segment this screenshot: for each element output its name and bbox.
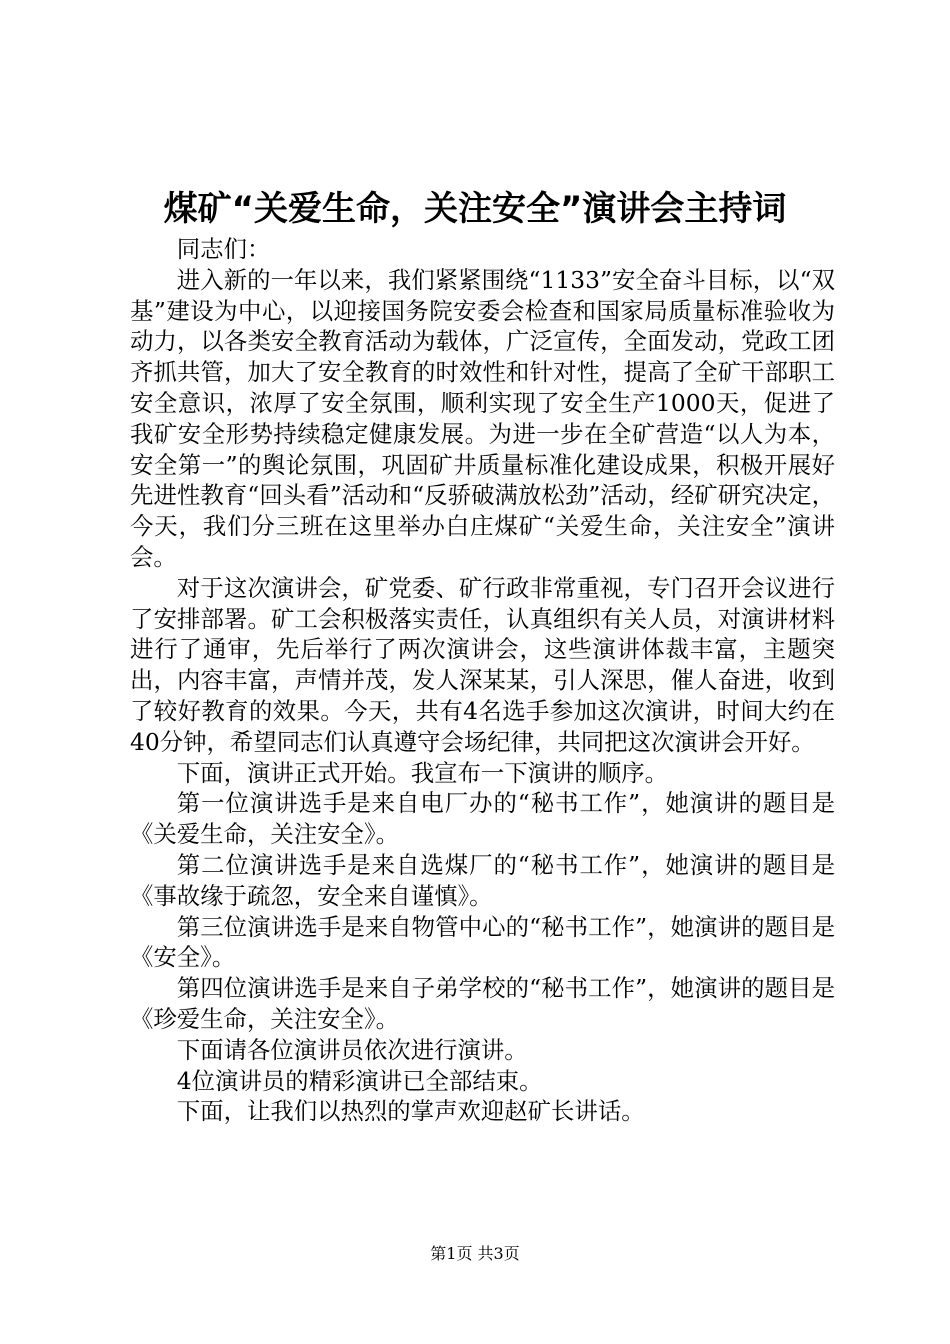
body-paragraph-2: 对于这次演讲会，矿党委、矿行政非常重视，专门召开会议进行了安排部署。矿工会积极落实责任，认真组织有关人员，对演讲材料进行了通审，先后举行了两次演讲会，这些演讲体裁丰富，主题突出，内容丰富，声情并茂，发人深某某，引人深思，催人奋进，收到了较好教育的效果。今天，共有4名选手参加这次演讲，时间大约在40分钟，希望同志们认真遵守会场纪律，共同把这次演讲会开好。 — [130, 573, 835, 756]
body-paragraph-5: 第二位演讲选手是来自选煤厂的“秘书工作”，她演讲的题目是《事故缘于疏忽，安全来自谨慎》。 — [130, 850, 835, 910]
body-paragraph-4: 第一位演讲选手是来自电厂办的“秘书工作”，她演讲的题目是《关爱生命，关注安全》。 — [130, 789, 835, 849]
body-paragraph-9: 4位演讲员的精彩演讲已全部结束。 — [176, 1066, 543, 1095]
document-body — [130, 234, 835, 1127]
body-paragraph-6: 第三位演讲选手是来自物管中心的“秘书工作”，她演讲的题目是《安全》。 — [130, 912, 835, 972]
body-paragraph-3: 下面，演讲正式开始。我宣布一下演讲的顺序。 — [176, 758, 668, 787]
body-paragraph-10: 下面，让我们以热烈的掌声欢迎赵矿长讲话。 — [176, 1097, 645, 1126]
body-paragraph-7: 第四位演讲选手是来自子弟学校的“秘书工作”，她演讲的题目是《珍爱生命，关注安全》。 — [130, 974, 835, 1033]
body-paragraph-8: 下面请各位演讲员依次进行演讲。 — [176, 1035, 528, 1064]
document-title: 煤矿“关爱生命，关注安全”演讲会主持词 — [163, 189, 787, 229]
page-number-footer: 第1页 共3页 — [430, 1244, 520, 1263]
body-paragraph-1: 进入新的一年以来，我们紧紧围绕“1133”安全奋斗目标，以“双基”建设为中心，以迎接国务院安委会检查和国家局质量标准验收为动力，以各类安全教育活动为载体，广泛宣传，全面发动，党政工团齐抓共管，加大了安全教育的时效性和针对性，提高了全矿干部职工安全意识，浓厚了安全氛围，顺利实现了安全生产1000天，促进了我矿安全形势持续稳定健康发展。为进一步在全矿营造“以人为本，安全第一”的舆论氛围，巩固矿井质量标准化建设成果，积极开展好先进性教育“回头看”活动和“反骄破满放松劲”活动，经矿研究决定，今天，我们分三班在这里举办白庄煤矿“关爱生命，关注安全”演讲会。 — [130, 265, 835, 571]
salutation-paragraph: 同志们： — [176, 235, 271, 263]
